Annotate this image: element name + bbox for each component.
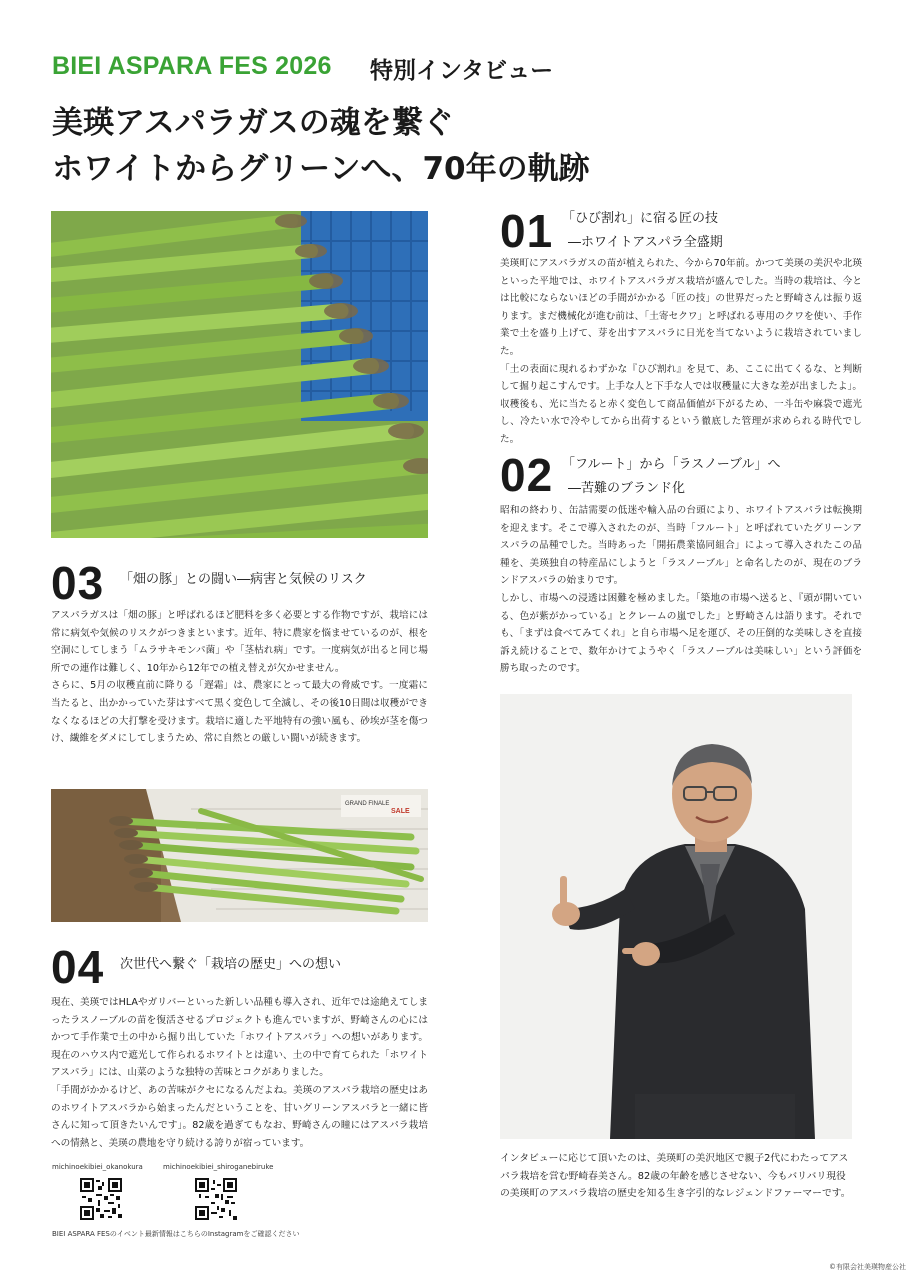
section-01-title: 「ひび割れ」に宿る匠の技 [562, 211, 719, 226]
headline-line-2: ホワイトからグリーンへ、70年の軌跡 [52, 151, 590, 187]
qr-code-shiroganebiruke[interactable] [195, 1178, 237, 1220]
section-04-paragraph: 現在、美瑛ではHLAやガリバーといった新しい品種も導入され、近年では途絶えてしまったラスノーブルの苗を復活させるプロジェクトも進んでいますが、野崎さんの心にはかつて手作業で土の中から掘り出していた「ホワイトアスパラ」への想いがあります。現在のハウス内で遮光して作られるホワイトとは違い、土の中で育てられた「ホワイトアスパラ」には、山菜のような独特の苦味とコクがありました。 [51, 997, 428, 1079]
section-02-subtitle: ―苦難のブランド化 [568, 481, 686, 496]
section-02-paragraph: しかし、市場への浸透は困難を極めました。「築地の市場へ送ると、『頭が開いている、色が紫がかっている』とクレームの嵐でした」と野崎さんは語ります。それでも、「まずは食べてみてくれ」と自ら市場へ足を運び、その圧倒的な美味しさを直接訴え続けることで、数年かけてようやく「ラスノーブルは美味しい」という評価を勝ち取ったのです。 [500, 592, 862, 675]
instagram-account-okanokura[interactable]: michinoekibiei_okanokura [52, 1163, 143, 1171]
box-sign-text: GRAND FINALE [345, 801, 390, 807]
section-02-title: 「フルート」から「ラスノーブル」へ [562, 457, 781, 472]
section-01-body [500, 255, 862, 449]
section-04-title: 次世代へ繋ぐ「栽培の歴史」への想い [120, 957, 342, 972]
box-sign-sale: SALE [391, 808, 410, 815]
section-04-body [51, 994, 428, 1152]
section-01-subtitle: ―ホワイトアスパラ全盛期 [568, 235, 723, 250]
section-03-paragraph: アスパラガスは「畑の豚」と呼ばれるほど肥料を多く必要とする作物ですが、栽培には常に病気や気候のリスクがつきまといます。近年、特に農家を悩ませているのが、根を空洞にしてしまう「ムラサキモンパ菌」や「茎枯れ病」です。一度病気が出ると同じ場所での連作は難しく、10年から12年での植え替えが欠かせません。 [51, 610, 428, 674]
portrait-caption: インタビューに応じて頂いたのは、美瑛町の美沢地区で親子2代にわたってアスパラ栽培を営む野崎春美さん。82歳の年齢を感じさせない、今もバリバリ現役の美瑛町のアスパラ栽培の歴史を知る生き字引的なレジェンドファーマーです。 [500, 1153, 851, 1199]
section-01-paragraph: 美瑛町にアスパラガスの苗が植えられた、今から70年前。かつて美瑛の美沢や北瑛といった平地では、ホワイトアスパラガス栽培が盛んでした。当時の栽培は、今とは比較にならないほどの手間がかかる「匠の技」の世界だったと野崎さんは振り返ります。まだ機械化が進む前は、「土寄セクワ」と呼ばれる専用のクワを使い、手作業で土を盛り上げて、芽を出すアスパラに日光を当てないように栽培されていました。 [500, 258, 862, 357]
section-02-number: 02 [500, 449, 554, 501]
section-04-number: 04 [51, 941, 105, 993]
section-03-paragraph: さらに、5月の収穫直前に降りる「遅霜」は、農家にとって最大の脅威です。一度霜に当たると、出かかっていた芽はすべて黒く変色して全滅し、その後10日間は収穫ができなくなるほどの大打撃を受けます。栽培に適した平地特有の強い風も、砂埃が茎を傷つけ、繊維をダメにしてしまうため、常に自然との厳しい闘いが続きます。 [51, 680, 428, 745]
qr-code-okanokura[interactable] [80, 1178, 122, 1220]
instagram-note: BIEI ASPARA FESのイベント最新情報はこちらのInstagramをご確認ください [52, 1230, 300, 1238]
instagram-account-shiroganebiruke[interactable]: michinoekibiei_shiroganebiruke [163, 1163, 274, 1171]
copyright: ©有限会社美瑛物産公社 [829, 1263, 906, 1271]
interview-label: 特別インタビュー [370, 58, 554, 84]
section-03-title: 「畑の豚」との闘い―病害と気候のリスク [120, 572, 367, 587]
headline-line-1: 美瑛アスパラガスの魂を繋ぐ [52, 105, 454, 141]
section-04-paragraph: 「手間がかかるけど、あの苦味がクセになるんだよね。美瑛のアスパラ栽培の歴史はあのホワイトアスパラから始まったんだということを、甘いグリーンアスパラと一緒に皆さんに知って頂きたいんです」。82歳を過ぎてもなお、野崎さんの瞳にはアスパラ栽培への情熱と、美瑛の農地を守り続ける誇りが宿っています。 [51, 1084, 428, 1149]
asparagus-bundle-photo [51, 789, 428, 922]
section-02-paragraph: 昭和の終わり、缶詰需要の低迷や輸入品の台頭により、ホワイトアスパラは転換期を迎えます。そこで導入されたのが、当時「フルート」と呼ばれていたグリーンアスパラの品種でした。当時あった「開拓農業協同組合」によって導入されたこの品種を、美瑛独自の特産品にしようと「ラスノーブル」と命名したのが、現在のブランドアスパラの始まりです。 [500, 505, 862, 587]
section-01-number: 01 [500, 205, 554, 257]
section-02-body [500, 502, 862, 678]
section-03-body [51, 607, 428, 748]
section-03-number: 03 [51, 557, 105, 609]
section-01-paragraph: 「土の表面に現れるわずかな『ひび割れ』を見て、あ、ここに出てくるな、と判断して掘り起こすんです。上手な人と下手な人では収穫量に大きな差が出ましたよ」。収穫後も、光に当たると赤く変色して商品価値が下がるため、一斗缶や麻袋で遮光し、冷たい水で冷やしてから出荷するという徹底した管理が求められる時代でした。 [500, 363, 862, 445]
asparagus-crate-photo [51, 211, 428, 538]
farmer-portrait-photo [500, 694, 852, 1139]
page-headline [52, 100, 590, 192]
event-title: BIEI ASPARA FES 2026 [52, 52, 332, 80]
